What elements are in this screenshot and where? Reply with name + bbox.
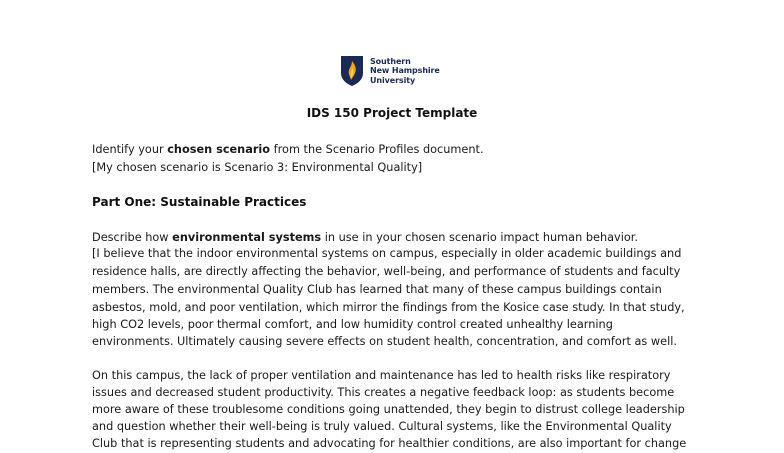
- section-heading-part-one: Part One: Sustainable Practices: [92, 195, 307, 209]
- paragraph-1-line: members. The environmental Quality Club has learned that many of these campus buildings contain: [92, 283, 662, 296]
- logo-wordmark: [370, 57, 440, 86]
- snhu-logo: [340, 54, 440, 88]
- document-title: IDS 150 Project Template: [306, 106, 478, 120]
- logo-line-2: New Hampshire: [370, 66, 440, 76]
- logo-line-3: University: [370, 75, 416, 85]
- prompt-scenario-pre: Identify your: [92, 143, 168, 156]
- paragraph-2-line: issues and decreased student productivity. This creates a negative feedback loop: as students become: [92, 386, 675, 399]
- paragraph-2-line: more aware of these troublesome conditions going unattended, they begin to distrust college leadership: [92, 403, 685, 416]
- prompt-env-post: in use in your chosen scenario impact human behavior.: [321, 231, 638, 244]
- answer-scenario: [My chosen scenario is Scenario 3: Environmental Quality]: [92, 161, 423, 174]
- paragraph-1-line: asbestos, mold, and poor ventilation, which mirror the findings from the Kosice case study. In that study,: [92, 301, 685, 314]
- logo-line-1: Southern: [370, 56, 411, 66]
- prompt-scenario-bold: chosen scenario: [167, 143, 271, 156]
- paragraph-1-line: residence halls, are directly affecting the behavior, well-being, and performance of students and faculty: [92, 265, 681, 278]
- paragraph-1-line: environments. Ultimately causing severe effects on student health, concentration, and comfort as well.: [92, 335, 677, 348]
- paragraph-2-line: On this campus, the lack of proper ventilation and maintenance has led to health risks like respiratory: [92, 369, 671, 382]
- paragraph-2-line: Club that is representing students and advocating for healthier conditions, are also important for change: [92, 437, 687, 450]
- paragraph-1-line: high CO2 levels, poor thermal comfort, and low humidity control created unhealthy learning: [92, 318, 613, 331]
- prompt-env-pre: Describe how: [92, 231, 173, 244]
- snhu-shield-icon: [340, 55, 364, 87]
- paragraph-2-line: and question whether their well-being is truly valued. Cultural systems, like the Environmental Quality: [92, 420, 672, 433]
- prompt-scenario: [92, 141, 484, 159]
- prompt-scenario-post: from the Scenario Profiles document.: [270, 143, 484, 156]
- prompt-env-bold: environmental systems: [172, 231, 322, 244]
- paragraph-1-line: [I believe that the indoor environmental systems on campus, especially in older academic buildings and: [92, 247, 682, 260]
